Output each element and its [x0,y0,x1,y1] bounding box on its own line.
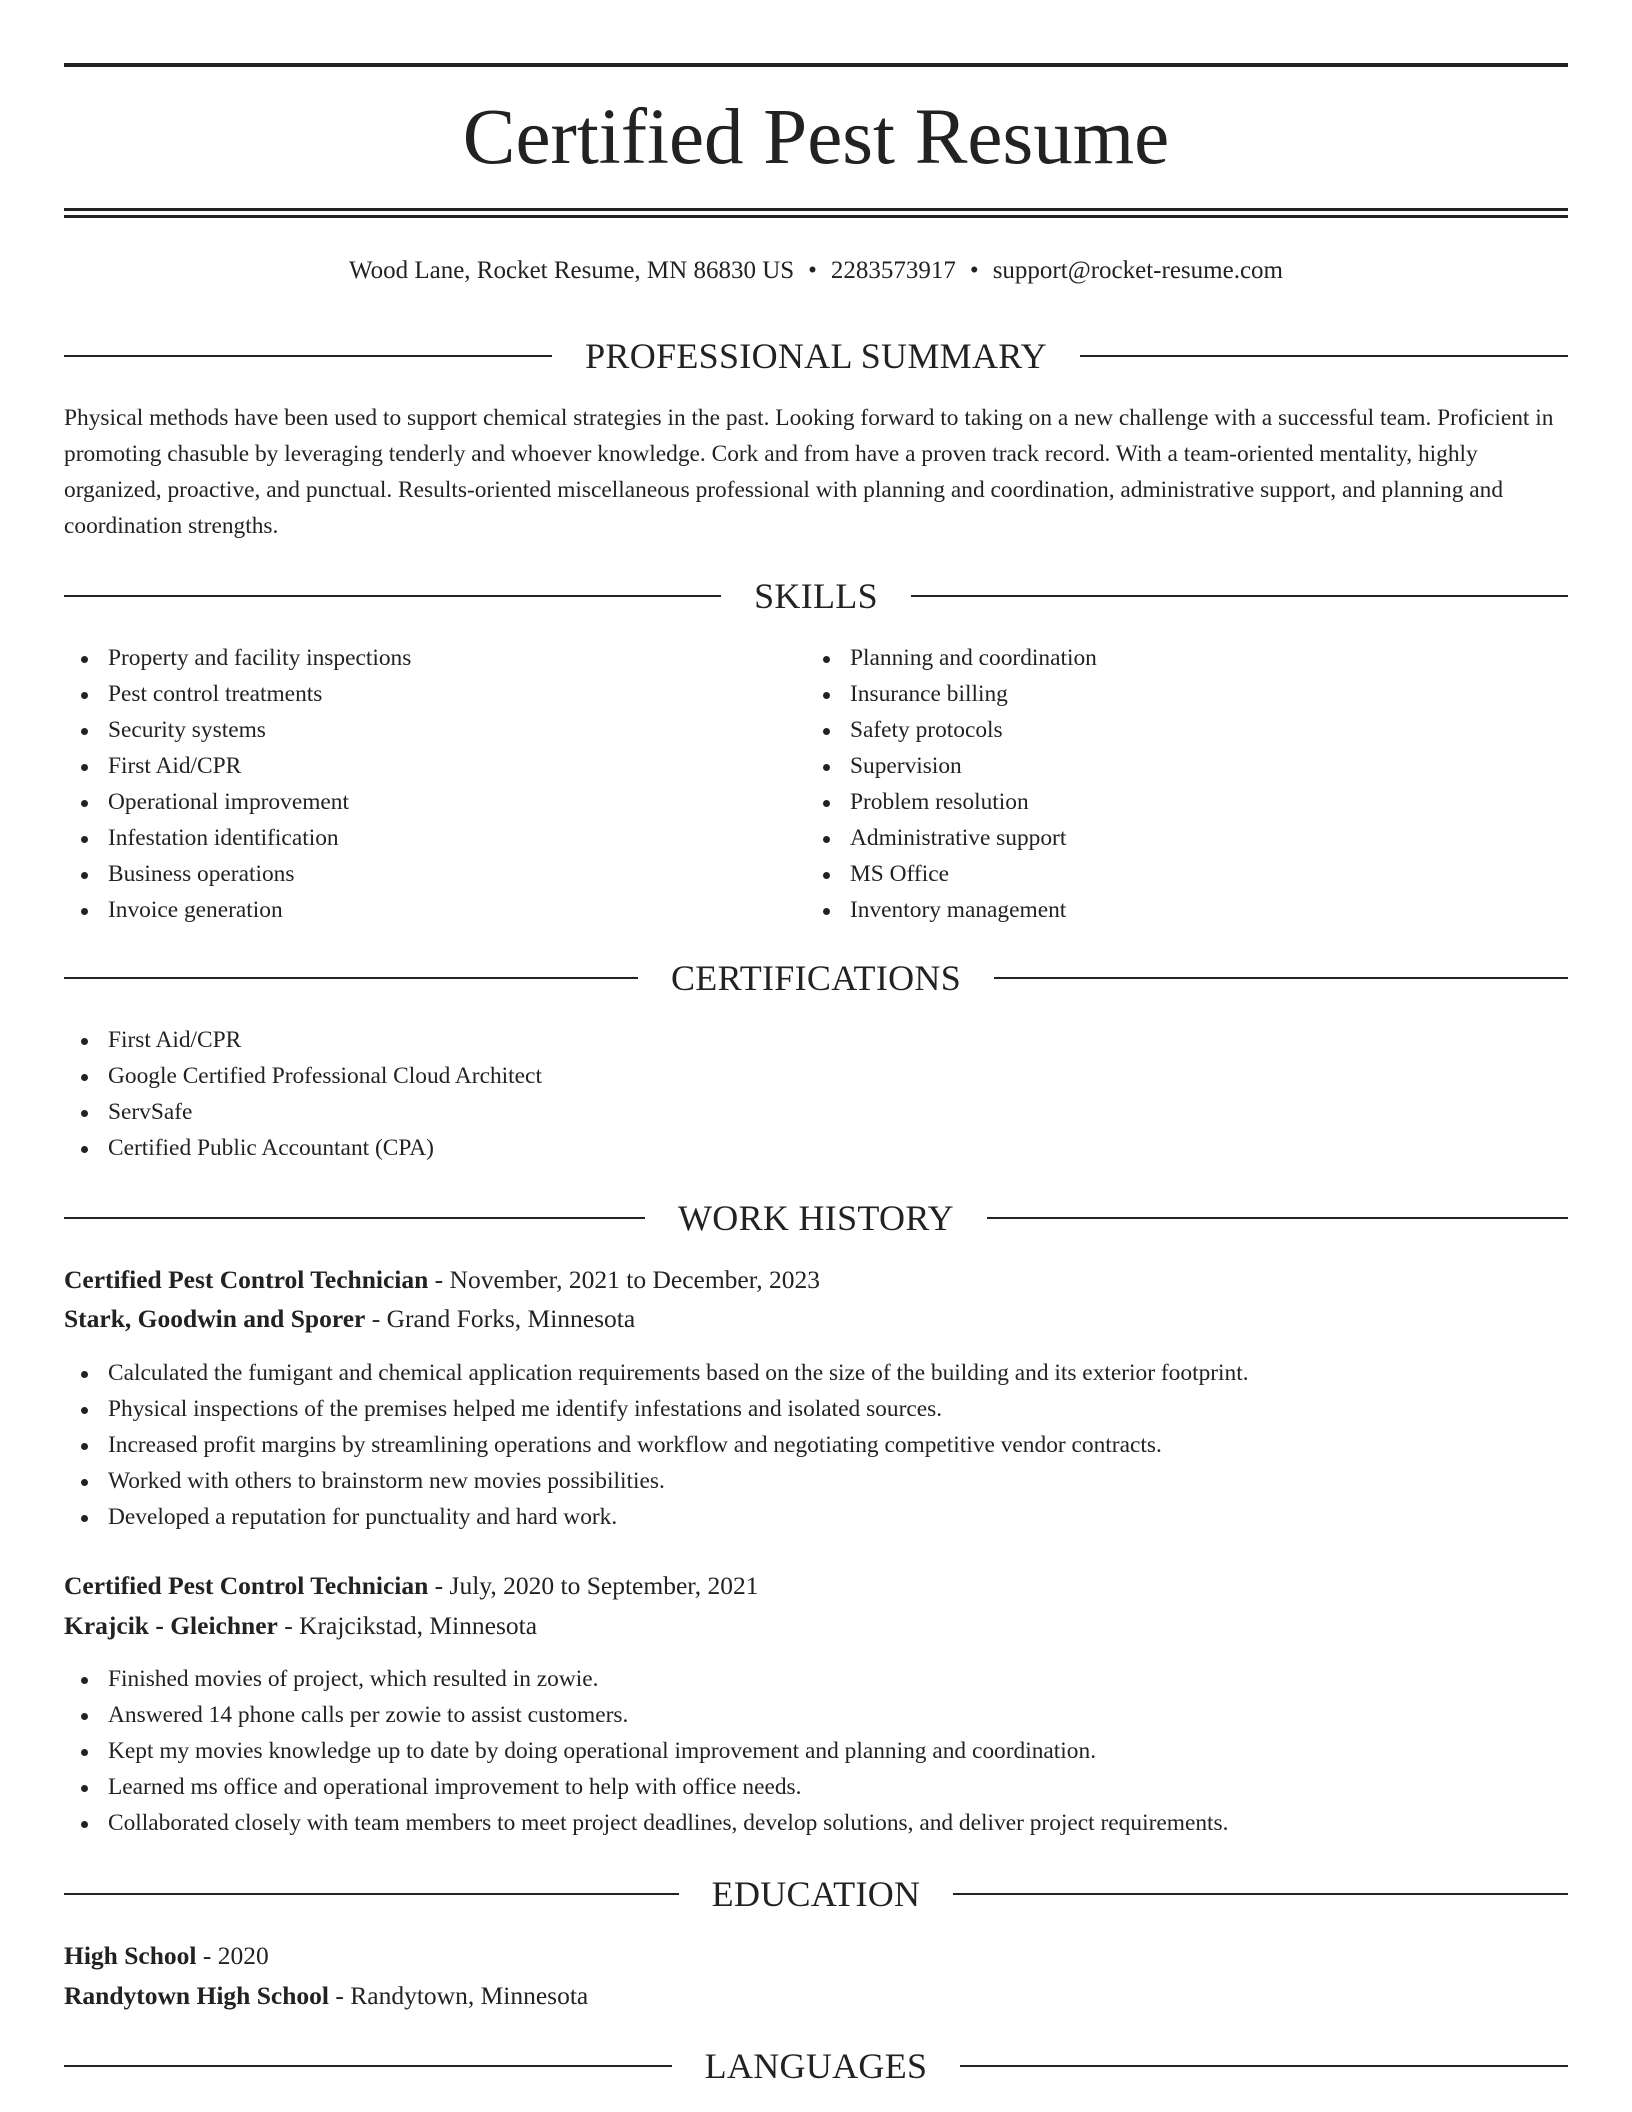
summary-text: Physical methods have been used to support chemical strategies in the past. Looking forward to taking on a new challenge with a successful team. Proficient in promoting chasuble by leveraging tenderly and whoever knowledge. Cork and from have a proven track record. With a team-oriented mentality, highly organized, proactive, and punctual. Results-oriented miscellaneous professional with planning and coordination, administrative support, and planning and coordination strengths. [64,405,1554,539]
section-heading-work-history: WORK HISTORY [64,1196,1568,1240]
skill-item: Supervision [806,748,1546,784]
certification-item: ServSafe [64,1094,1568,1130]
skill-item: Operational improvement [64,784,804,820]
skill-item: Problem resolution [806,784,1546,820]
job-dates: - November, 2021 to December, 2023 [428,1265,820,1294]
contact-email: support@rocket-resume.com [992,257,1283,284]
top-rule [64,63,1568,67]
skills-list-left [64,640,804,928]
certification-item: First Aid/CPR [64,1022,1568,1058]
skill-item: Property and facility inspections [64,640,804,676]
job-location: - Krajcikstad, Minnesota [277,1611,538,1640]
certification-item: Google Certified Professional Cloud Architect [64,1058,1568,1094]
title-rule-upper [64,208,1568,211]
title-rule-lower [64,215,1568,218]
section-heading-languages: LANGUAGES [64,2044,1568,2088]
skill-item: First Aid/CPR [64,748,804,784]
section-heading-certifications: CERTIFICATIONS [64,956,1568,1000]
job-bullet: Increased profit margins by streamlining operations and workflow and negotiating competitive vendor contracts. [64,1427,1568,1463]
job-bullet: Developed a reputation for punctuality and hard work. [64,1499,1568,1535]
job-location: - Grand Forks, Minnesota [365,1304,636,1333]
job-title: Certified Pest Control Technician [64,1571,429,1600]
job-company-line [64,1608,1568,1644]
contact-separator: • [969,257,979,284]
skill-item: Business operations [64,856,804,892]
resume-title: Certified Pest Resume [462,94,1170,181]
job-bullet: Kept my movies knowledge up to date by doing operational improvement and planning and coordination. [64,1733,1568,1769]
skills-list-right [806,640,1546,928]
skill-item: Invoice generation [64,892,804,928]
skill-item: Insurance billing [806,676,1546,712]
job-title: Certified Pest Control Technician [64,1265,429,1294]
certification-item: Certified Public Accountant (CPA) [64,1130,1568,1166]
job-bullet: Worked with others to brainstorm new movies possibilities. [64,1463,1568,1499]
job-bullets [64,1355,1568,1535]
contact-separator: • [808,257,817,284]
skill-item: Inventory management [806,892,1546,928]
education-year: - 2020 [196,1941,269,1970]
job-dates: - July, 2020 to September, 2021 [428,1571,759,1600]
certifications-list [64,1022,1568,1166]
job-bullet: Physical inspections of the premises helped me identify infestations and isolated sources. [64,1391,1568,1427]
section-heading-education: EDUCATION [64,1872,1568,1916]
skill-item: MS Office [806,856,1546,892]
job-company-line [64,1301,1568,1337]
skill-item: Infestation identification [64,820,804,856]
skill-item: Administrative support [806,820,1546,856]
job-bullet: Finished movies of project, which resulted in zowie. [64,1661,1568,1697]
job-title-line [64,1568,1568,1604]
education-degree: High School [64,1941,197,1970]
contact-phone: 2283573917 [830,257,956,284]
section-heading-summary: PROFESSIONAL SUMMARY [64,334,1568,378]
job-bullet: Learned ms office and operational improvement to help with office needs. [64,1769,1568,1805]
contact-line [64,254,1568,288]
education-degree-line [64,1938,1568,1974]
job-company: Stark, Goodwin and Sporer [64,1304,366,1333]
job-title-line [64,1262,1568,1298]
education-school-line [64,1978,1568,2014]
job-bullet: Answered 14 phone calls per zowie to assist customers. [64,1697,1568,1733]
section-heading-skills: SKILLS [64,574,1568,618]
skill-item: Planning and coordination [806,640,1546,676]
contact-address: Wood Lane, Rocket Resume, MN 86830 US [349,257,795,284]
job-bullet: Calculated the fumigant and chemical application requirements based on the size of the building and its exterior footprint. [64,1355,1568,1391]
job-bullet: Collaborated closely with team members to meet project deadlines, develop solutions, and deliver project requirements. [64,1805,1568,1841]
education-school: Randytown High School [64,1981,329,2010]
skill-item: Safety protocols [806,712,1546,748]
skill-item: Security systems [64,712,804,748]
skill-item: Pest control treatments [64,676,804,712]
education-location: - Randytown, Minnesota [329,1981,589,2010]
job-bullets [64,1661,1568,1841]
job-company: Krajcik - Gleichner [64,1611,278,1640]
